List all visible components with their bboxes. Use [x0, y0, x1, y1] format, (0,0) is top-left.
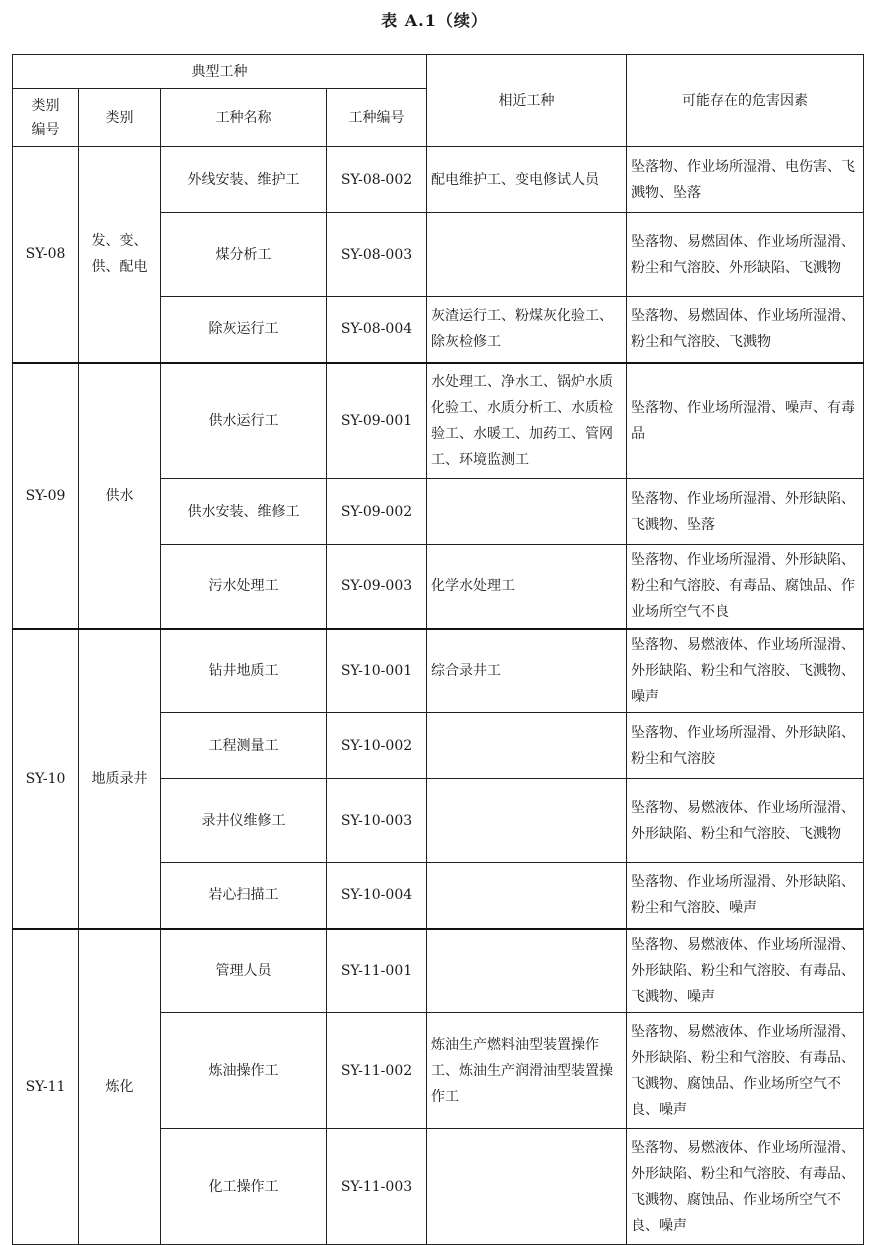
header-similar: 相近工种 [427, 55, 627, 147]
similar-jobs-cell [427, 779, 627, 863]
job-code-cell: SY-09-001 [327, 363, 427, 479]
job-code-cell: SY-10-004 [327, 863, 427, 929]
job-name-cell: 工程测量工 [161, 713, 327, 779]
hazards-cell: 坠落物、作业场所湿滑、外形缺陷、粉尘和气溶胶、噪声 [627, 863, 864, 929]
similar-jobs-cell [427, 479, 627, 545]
category-code-cell: SY-08 [13, 147, 79, 363]
table-row [13, 629, 864, 713]
hazards-cell: 坠落物、易燃液体、作业场所湿滑、外形缺陷、粉尘和气溶胶、飞溅物 [627, 779, 864, 863]
job-code-cell: SY-09-002 [327, 479, 427, 545]
table-title: 表 A.1（续） [381, 11, 488, 30]
job-code-cell: SY-08-003 [327, 213, 427, 297]
similar-jobs-cell: 化学水处理工 [427, 545, 627, 629]
hazards-cell: 坠落物、作业场所湿滑、外形缺陷、飞溅物、坠落 [627, 479, 864, 545]
job-code-cell: SY-10-003 [327, 779, 427, 863]
job-name-cell: 化工操作工 [161, 1129, 327, 1245]
header-category-code: 类别 编号 [13, 89, 79, 147]
job-code-cell: SY-11-003 [327, 1129, 427, 1245]
job-name-cell: 管理人员 [161, 929, 327, 1013]
category-cell: 供水 [79, 363, 161, 629]
job-name-cell: 钻井地质工 [161, 629, 327, 713]
job-code-cell: SY-08-002 [327, 147, 427, 213]
similar-jobs-cell: 水处理工、净水工、锅炉水质化验工、水质分析工、水质检验工、水暖工、加药工、管网工、环境监测工 [427, 363, 627, 479]
job-name-cell: 外线安装、维护工 [161, 147, 327, 213]
hazards-cell: 坠落物、易燃固体、作业场所湿滑、粉尘和气溶胶、外形缺陷、飞溅物 [627, 213, 864, 297]
job-code-cell: SY-11-001 [327, 929, 427, 1013]
hazard-table [12, 54, 864, 1245]
hazards-cell: 坠落物、作业场所湿滑、外形缺陷、粉尘和气溶胶、有毒品、腐蚀品、作业场所空气不良 [627, 545, 864, 629]
category-code-cell: SY-09 [13, 363, 79, 629]
hazards-cell: 坠落物、作业场所湿滑、电伤害、飞溅物、坠落 [627, 147, 864, 213]
category-code-cell: SY-10 [13, 629, 79, 929]
hazards-cell: 坠落物、易燃液体、作业场所湿滑、外形缺陷、粉尘和气溶胶、有毒品、飞溅物、腐蚀品、作业场所空气不良、噪声 [627, 1129, 864, 1245]
similar-jobs-cell [427, 863, 627, 929]
job-code-cell: SY-11-002 [327, 1013, 427, 1129]
job-name-cell: 除灰运行工 [161, 297, 327, 363]
similar-jobs-cell: 配电维护工、变电修试人员 [427, 147, 627, 213]
similar-jobs-cell: 炼油生产燃料油型装置操作工、炼油生产润滑油型装置操作工 [427, 1013, 627, 1129]
hazards-cell: 坠落物、易燃液体、作业场所湿滑、外形缺陷、粉尘和气溶胶、有毒品、飞溅物、腐蚀品、作业场所空气不良、噪声 [627, 1013, 864, 1129]
hazards-cell: 坠落物、易燃液体、作业场所湿滑、外形缺陷、粉尘和气溶胶、飞溅物、噪声 [627, 629, 864, 713]
similar-jobs-cell [427, 1129, 627, 1245]
hazards-cell: 坠落物、作业场所湿滑、外形缺陷、粉尘和气溶胶 [627, 713, 864, 779]
table-row [13, 147, 864, 213]
job-name-cell: 录井仪维修工 [161, 779, 327, 863]
header-category: 类别 [79, 89, 161, 147]
job-code-cell: SY-10-001 [327, 629, 427, 713]
job-name-cell: 污水处理工 [161, 545, 327, 629]
hazards-cell: 坠落物、作业场所湿滑、噪声、有毒品 [627, 363, 864, 479]
similar-jobs-cell [427, 213, 627, 297]
category-cell: 发、变、 供、配电 [79, 147, 161, 363]
header-job-code: 工种编号 [327, 89, 427, 147]
job-name-cell: 供水安装、维修工 [161, 479, 327, 545]
job-name-cell: 岩心扫描工 [161, 863, 327, 929]
similar-jobs-cell: 综合录井工 [427, 629, 627, 713]
hazards-cell: 坠落物、易燃液体、作业场所湿滑、外形缺陷、粉尘和气溶胶、有毒品、飞溅物、噪声 [627, 929, 864, 1013]
table-body [13, 147, 864, 1245]
job-code-cell: SY-10-002 [327, 713, 427, 779]
category-code-cell: SY-11 [13, 929, 79, 1245]
job-code-cell: SY-08-004 [327, 297, 427, 363]
header-job-name: 工种名称 [161, 89, 327, 147]
header-group: 典型工种 [13, 55, 427, 89]
header-hazards: 可能存在的危害因素 [627, 55, 864, 147]
hazards-cell: 坠落物、易燃固体、作业场所湿滑、粉尘和气溶胶、飞溅物 [627, 297, 864, 363]
similar-jobs-cell [427, 929, 627, 1013]
job-name-cell: 煤分析工 [161, 213, 327, 297]
similar-jobs-cell [427, 713, 627, 779]
table-row [13, 363, 864, 479]
job-name-cell: 供水运行工 [161, 363, 327, 479]
job-code-cell: SY-09-003 [327, 545, 427, 629]
category-cell: 地质录井 [79, 629, 161, 929]
category-cell: 炼化 [79, 929, 161, 1245]
job-name-cell: 炼油操作工 [161, 1013, 327, 1129]
similar-jobs-cell: 灰渣运行工、粉煤灰化验工、除灰检修工 [427, 297, 627, 363]
table-row [13, 929, 864, 1013]
